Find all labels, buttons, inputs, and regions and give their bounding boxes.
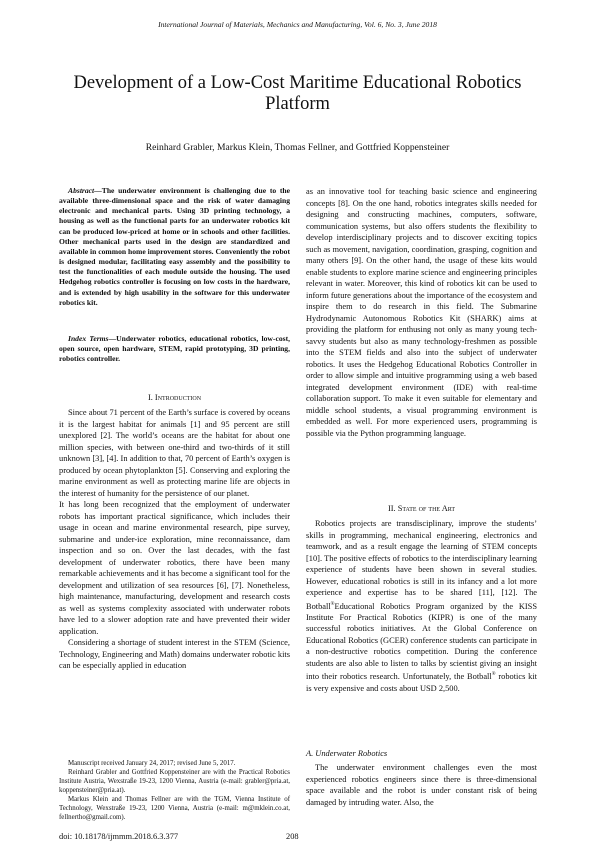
paragraph: Since about 71 percent of the Earth’s surface is covered by oceans it is the largest habitat for animals [1] and 95 percent are still unexplored [2]. The world’s oceans are the habitat for about one million species, with between one-third and two-thirds of it still unknown [3], [4]. In addition to that, 70 percent of Earth’s oxygen is produced by ocean phytoplankton [5]. Conserving and exploring the marine environment as well as protecting marine life are objects in the interest of humanity for the persistence of our planet. (59, 408, 290, 498)
paragraph: as an innovative tool for teaching basic science and engineering concepts [8]. On the one hand, robotics integrates skills needed for designing and constructing machines, computers, software, communication systems, but also offers students the flexibility to develop interdisciplinary projects and to discover exciting topics such as movement, navigation, coordination, grasping, cognition and many others [9]. On the other hand, the usage of these kits would enable students to explore marine science and engineering principles relevant in water. Moreover, this kind of robotics kit can be used to inform future generations about the importance of the ecosystem and inspire them to do research in this field. The Submarine Hydrodynamic Autonomous Robotics Kit (SHARK) aims at providing the platform for enthusing not only as many young tech-savvy students but also as many technology-freshmen as possible into the STEM fields and also into the subject of underwater robotics. It uses the Hedgehog Educational Robotics Controller in order to allow simple and intuitive programming using a web based integrated development environment (IDE) with real-time collaboration support. To make it even suitable for elementary and middle school students, a visual programming environment is embedded as well. For more experienced users, programming is possible via the Python programming language. (306, 187, 537, 438)
section-title-introduction: I. Introduction (147, 393, 202, 402)
abstract-text: —The underwater environment is challenging due to the available three-dimensional space and the risk of water damaging electronic and mechanical parts. Using 3D printing technology, a housing as well as the functional parts for an underwater robotics kit can be produced low-priced at home or in schools and other facilities. Other mechanical parts used in the design are standardized and available in common home improvement stores. Conveniently the robot is designed modular, facilitating easy assembly and the possibility to test the functionalities of each module outside the housing. The used Hedgehog robotics controller is focusing on low costs in the hardware, and is extended by high usability in the software for this underwater robotics kit. (59, 186, 290, 307)
doi: doi: 10.18178/ijmmm.2018.6.3.377 (59, 832, 179, 841)
text-run: Educational Robotics Program organized by the KISS Institute For Practical Robotics (KIPR) is one of the many successful robotics initiatives. At the Global Conference on Educational Robotics (GCER) conference students can participate in a non-destructive robotics competition. During the conference students are also able to listen to talks by scientist giving an insight into their robotics research. Unfortunately, the Botball (306, 601, 537, 682)
abstract (59, 186, 290, 308)
introduction-continued (306, 186, 537, 439)
footnote-affiliation: Reinhard Grabler and Gottfried Koppensteiner are with the Practical Robotics Institute Austria, Wexstraße 19-23, 1200 Vienna, Austria (e-mail: grabler@pria.at, koppensteiner@pria.at). (59, 769, 290, 794)
text-run: Robotics projects are transdisciplinary, improve the students’ skills in programming, mechanical engineering, electronics and teamwork, and as a result engage the learning of STEM concepts [10]. The positive effects of robotics to the interdisciplinary learning experience of students have been shown in several studies. However, educational robotics is still in its infancy and a lot more experience and expertise has to be shared [11], [12]. The Botball (306, 519, 537, 611)
text-run: robotics kit is very expensive and costs about USD 2,500. (306, 672, 538, 693)
state-of-the-art-body (306, 518, 537, 694)
subsection-title-underwater-robotics: A. Underwater Robotics (306, 749, 388, 758)
registered-mark: ® (330, 601, 335, 607)
paragraph: It has long been recognized that the employment of underwater robots has important practical significance, which includes their usage in ocean and marine environmental research, pipe survey, submarine and under-ice exploration, mine reconnaissance, dam inspection and so on. Over the last decades, with the fast development of underwater robotics, there have been many remarkable achievements and it has become a significant tool for the development and utilization of sea resources [6], [7]. Nonetheless, high maintenance, manufacturing, development and research costs as well as systems complexity associated with underwater robots have led to a slower adoption rate and have prevented their wider application. (59, 500, 290, 636)
abstract-label: Abstract (68, 186, 95, 195)
footnote-received: Manuscript received January 24, 2017; revised June 5, 2017. (68, 760, 236, 767)
page-number: 208 (286, 832, 299, 841)
section-title-state-of-the-art: II. State of the Art (387, 504, 456, 513)
journal-header: International Journal of Materials, Mechanics and Manufacturing, Vol. 6, No. 3, June 2018 (158, 20, 437, 29)
paragraph (306, 518, 537, 694)
paper-title: Development of a Low-Cost Maritime Educational Robotics Platform (73, 73, 522, 114)
paragraph: Considering a shortage of student interest in the STEM (Science, Technology, Engineering and Math) domains underwater robotic kits can be especially applied in education (59, 638, 290, 670)
index-terms (59, 334, 290, 364)
registered-mark: ® (491, 672, 496, 678)
index-terms-text: —Underwater robotics, educational robotics, low-cost, open source, open hardware, STEM, rapid prototyping, 3D printing, robotics controller. (59, 334, 290, 364)
footnote-affiliation: Markus Klein and Thomas Fellner are with the TGM, Vienna Institute of Technology, Wexstraße 19-23, 1200 Vienna, Austria (e-mail: m@mklein.co.at, fellnertho@gmail.com). (59, 796, 290, 821)
paragraph: The underwater environment challenges even the most experienced robotics engineers since there is three-dimensional space available and the robot is under constant risk of being damaged by intruding water. Also, the (306, 763, 537, 807)
author-list: Reinhard Grabler, Markus Klein, Thomas Fellner, and Gottfried Koppensteiner (145, 142, 450, 153)
introduction-body (59, 407, 290, 672)
footnotes (59, 759, 290, 822)
index-terms-label: Index Terms (68, 334, 109, 343)
underwater-robotics-body (306, 762, 537, 808)
